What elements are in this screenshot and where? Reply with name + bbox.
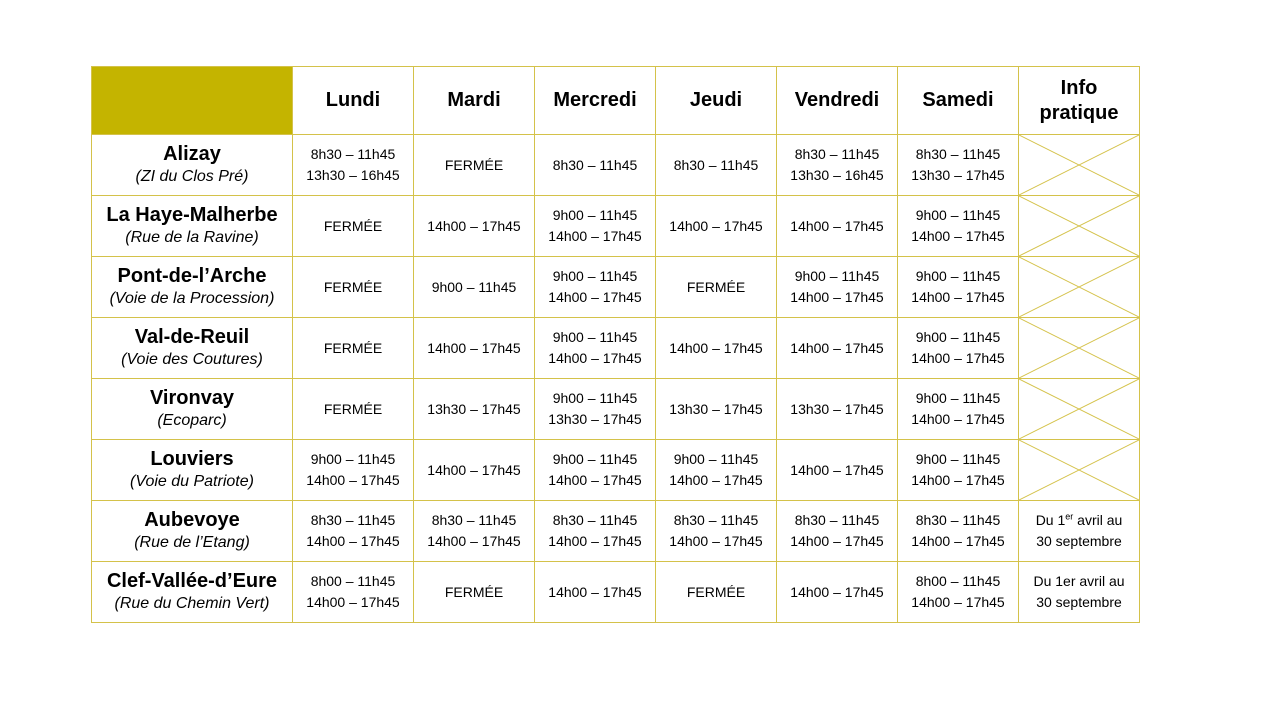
hours-text: 9h00 – 11h45 xyxy=(431,278,517,295)
hours-cell xyxy=(777,440,898,501)
hours-text: FERMÉE xyxy=(444,156,504,173)
hours-cell xyxy=(898,257,1019,318)
hours-text: 14h00 – 17h45 xyxy=(790,217,884,234)
hours-text: 9h00 – 11h45 xyxy=(552,390,638,406)
location-address: (Rue de la Ravine) xyxy=(125,229,259,246)
hours-cell xyxy=(535,440,656,501)
hours-cell xyxy=(656,196,777,257)
info-cell xyxy=(1019,562,1140,623)
location-name: Vironvay xyxy=(149,387,235,409)
location-cell xyxy=(92,318,293,379)
hours-text: 13h30 – 17h45 xyxy=(427,400,521,417)
table-row xyxy=(92,379,1140,440)
hours-text: 14h00 – 17h45 xyxy=(911,411,1005,427)
hours-text: 9h00 – 11h45 xyxy=(552,207,638,223)
hours-text: FERMÉE xyxy=(323,339,383,356)
location-cell xyxy=(92,257,293,318)
table-row xyxy=(92,562,1140,623)
hours-text: FERMÉE xyxy=(686,278,746,295)
hours-cell xyxy=(535,501,656,562)
location-address: (Voie des Coutures) xyxy=(121,351,263,368)
hours-text: FERMÉE xyxy=(323,400,383,417)
location-name: Alizay xyxy=(163,143,221,165)
hours-cell xyxy=(898,562,1019,623)
opening-hours-table xyxy=(91,66,1140,623)
location-cell xyxy=(92,562,293,623)
hours-text: 8h00 – 11h45 xyxy=(915,573,1001,589)
hours-cell xyxy=(535,562,656,623)
header-row xyxy=(92,67,1140,135)
hours-cell xyxy=(656,562,777,623)
hours-text: 14h00 – 17h45 xyxy=(427,217,521,234)
hours-cell xyxy=(293,318,414,379)
not-applicable-cross-icon xyxy=(1019,135,1139,195)
hours-cell xyxy=(293,562,414,623)
hours-text: FERMÉE xyxy=(444,583,504,600)
hours-text: 14h00 – 17h45 xyxy=(790,289,884,305)
not-applicable-cross-icon xyxy=(1019,196,1139,256)
hours-text: 14h00 – 17h45 xyxy=(911,228,1005,244)
hours-text: 14h00 – 17h45 xyxy=(911,533,1005,549)
header-mercredi: Mercredi xyxy=(535,67,656,135)
location-address: (Rue de l’Etang) xyxy=(134,534,250,551)
info-cell xyxy=(1019,318,1140,379)
hours-cell xyxy=(535,196,656,257)
hours-cell xyxy=(656,440,777,501)
hours-cell xyxy=(898,501,1019,562)
hours-cell xyxy=(898,440,1019,501)
location-cell xyxy=(92,501,293,562)
hours-text: 14h00 – 17h45 xyxy=(790,583,884,600)
info-text-prefix: Du 1er avril au xyxy=(1033,573,1125,589)
header-info-pratique: Info pratique xyxy=(1019,67,1140,135)
hours-text: 14h00 – 17h45 xyxy=(911,289,1005,305)
hours-text: 8h30 – 11h45 xyxy=(673,156,759,173)
location-name: Clef-Vallée-d’Eure xyxy=(106,570,278,592)
hours-text: 14h00 – 17h45 xyxy=(306,472,400,488)
hours-text: 9h00 – 11h45 xyxy=(310,451,396,467)
hours-cell xyxy=(414,501,535,562)
hours-text: 14h00 – 17h45 xyxy=(548,583,642,600)
location-cell xyxy=(92,440,293,501)
hours-cell xyxy=(414,379,535,440)
hours-text: 9h00 – 11h45 xyxy=(915,390,1001,406)
hours-text: 8h30 – 11h45 xyxy=(431,512,517,528)
header-vendredi: Vendredi xyxy=(777,67,898,135)
info-text-line1 xyxy=(1019,571,1139,592)
hours-text: 14h00 – 17h45 xyxy=(669,217,763,234)
hours-text: FERMÉE xyxy=(686,583,746,600)
location-address: (Rue du Chemin Vert) xyxy=(114,595,270,612)
hours-cell xyxy=(414,135,535,196)
hours-text: 9h00 – 11h45 xyxy=(915,268,1001,284)
hours-text: 9h00 – 11h45 xyxy=(794,268,880,284)
hours-cell xyxy=(414,562,535,623)
hours-cell xyxy=(777,135,898,196)
hours-cell xyxy=(656,379,777,440)
hours-cell xyxy=(898,379,1019,440)
hours-cell xyxy=(414,196,535,257)
header-lundi: Lundi xyxy=(293,67,414,135)
location-address: (ZI du Clos Pré) xyxy=(135,168,249,185)
header-mardi: Mardi xyxy=(414,67,535,135)
hours-text: 14h00 – 17h45 xyxy=(427,533,521,549)
not-applicable-cross-icon xyxy=(1019,440,1139,500)
hours-text: 14h00 – 17h45 xyxy=(427,461,521,478)
info-text-line2: 30 septembre xyxy=(1036,594,1122,610)
hours-text: 9h00 – 11h45 xyxy=(552,329,638,345)
info-cell xyxy=(1019,196,1140,257)
hours-text: 8h00 – 11h45 xyxy=(310,573,396,589)
hours-text: 14h00 – 17h45 xyxy=(548,228,642,244)
table-row xyxy=(92,440,1140,501)
hours-text: 14h00 – 17h45 xyxy=(548,533,642,549)
hours-text: FERMÉE xyxy=(323,278,383,295)
hours-text: 14h00 – 17h45 xyxy=(306,594,400,610)
header-jeudi: Jeudi xyxy=(656,67,777,135)
table-row xyxy=(92,196,1140,257)
location-name: Pont-de-l’Arche xyxy=(117,265,267,287)
hours-text: 9h00 – 11h45 xyxy=(915,329,1001,345)
hours-text: 8h30 – 11h45 xyxy=(552,512,638,528)
hours-cell xyxy=(656,257,777,318)
location-address: (Ecoparc) xyxy=(157,412,227,429)
hours-text: 8h30 – 11h45 xyxy=(794,146,880,162)
hours-cell xyxy=(898,135,1019,196)
hours-text: 14h00 – 17h45 xyxy=(548,289,642,305)
table-row xyxy=(92,501,1140,562)
hours-text: 14h00 – 17h45 xyxy=(911,594,1005,610)
hours-text: 14h00 – 17h45 xyxy=(548,472,642,488)
hours-text: 8h30 – 11h45 xyxy=(552,156,638,173)
hours-cell xyxy=(777,562,898,623)
not-applicable-cross-icon xyxy=(1019,318,1139,378)
header-corner-cell xyxy=(92,67,293,135)
hours-text: 13h30 – 17h45 xyxy=(548,411,642,427)
location-address: (Voie du Patriote) xyxy=(130,473,254,490)
info-cell xyxy=(1019,501,1140,562)
hours-cell xyxy=(777,379,898,440)
info-text-line2: 30 septembre xyxy=(1036,533,1122,549)
hours-text: 8h30 – 11h45 xyxy=(915,512,1001,528)
hours-cell xyxy=(293,257,414,318)
hours-text: 14h00 – 17h45 xyxy=(669,339,763,356)
info-cell xyxy=(1019,379,1140,440)
hours-cell xyxy=(898,196,1019,257)
hours-cell xyxy=(777,257,898,318)
hours-cell xyxy=(414,318,535,379)
hours-text: 8h30 – 11h45 xyxy=(794,512,880,528)
hours-text: 8h30 – 11h45 xyxy=(310,146,396,162)
location-name: Louviers xyxy=(150,448,234,470)
hours-text: 14h00 – 17h45 xyxy=(790,461,884,478)
table-row xyxy=(92,135,1140,196)
hours-cell xyxy=(293,196,414,257)
not-applicable-cross-icon xyxy=(1019,257,1139,317)
header-samedi: Samedi xyxy=(898,67,1019,135)
hours-cell xyxy=(535,257,656,318)
hours-text: 9h00 – 11h45 xyxy=(915,451,1001,467)
hours-cell xyxy=(293,501,414,562)
hours-cell xyxy=(777,196,898,257)
hours-text: 14h00 – 17h45 xyxy=(911,350,1005,366)
table-row xyxy=(92,318,1140,379)
hours-text: 14h00 – 17h45 xyxy=(790,339,884,356)
hours-text: 14h00 – 17h45 xyxy=(548,350,642,366)
hours-text: FERMÉE xyxy=(323,217,383,234)
location-cell xyxy=(92,135,293,196)
info-text-prefix: Du 1 xyxy=(1035,512,1066,528)
hours-cell xyxy=(656,318,777,379)
hours-text: 14h00 – 17h45 xyxy=(911,472,1005,488)
hours-text: 13h30 – 16h45 xyxy=(306,167,400,183)
table-body xyxy=(92,135,1140,623)
info-text-line1 xyxy=(1019,510,1139,531)
hours-text: 14h00 – 17h45 xyxy=(669,533,763,549)
location-name: Aubevoye xyxy=(144,509,240,531)
info-cell xyxy=(1019,440,1140,501)
hours-cell xyxy=(535,318,656,379)
hours-text: 13h30 – 17h45 xyxy=(669,400,763,417)
hours-cell xyxy=(293,440,414,501)
hours-text: 14h00 – 17h45 xyxy=(790,533,884,549)
hours-cell xyxy=(777,318,898,379)
hours-cell xyxy=(414,440,535,501)
hours-cell xyxy=(777,501,898,562)
hours-text: 13h30 – 17h45 xyxy=(790,400,884,417)
hours-text: 9h00 – 11h45 xyxy=(552,268,638,284)
hours-cell xyxy=(898,318,1019,379)
hours-text: 8h30 – 11h45 xyxy=(673,512,759,528)
hours-cell xyxy=(414,257,535,318)
hours-cell xyxy=(293,135,414,196)
hours-text: 14h00 – 17h45 xyxy=(669,472,763,488)
info-text-superscript: er xyxy=(1065,511,1074,522)
hours-text: 13h30 – 17h45 xyxy=(911,167,1005,183)
hours-text: 9h00 – 11h45 xyxy=(552,451,638,467)
location-address: (Voie de la Procession) xyxy=(109,290,275,307)
hours-cell xyxy=(535,135,656,196)
hours-text: 9h00 – 11h45 xyxy=(673,451,759,467)
hours-text: 9h00 – 11h45 xyxy=(915,207,1001,223)
location-name: La Haye-Malherbe xyxy=(106,204,278,226)
hours-text: 8h30 – 11h45 xyxy=(915,146,1001,162)
hours-text: 14h00 – 17h45 xyxy=(306,533,400,549)
hours-cell xyxy=(656,501,777,562)
info-cell xyxy=(1019,257,1140,318)
not-applicable-cross-icon xyxy=(1019,379,1139,439)
location-cell xyxy=(92,379,293,440)
info-cell xyxy=(1019,135,1140,196)
location-name: Val-de-Reuil xyxy=(134,326,250,348)
hours-cell xyxy=(293,379,414,440)
hours-text: 8h30 – 11h45 xyxy=(310,512,396,528)
info-text-suffix: avril au xyxy=(1073,512,1123,528)
hours-cell xyxy=(656,135,777,196)
table-row xyxy=(92,257,1140,318)
hours-text: 13h30 – 16h45 xyxy=(790,167,884,183)
hours-cell xyxy=(535,379,656,440)
hours-text: 14h00 – 17h45 xyxy=(427,339,521,356)
location-cell xyxy=(92,196,293,257)
